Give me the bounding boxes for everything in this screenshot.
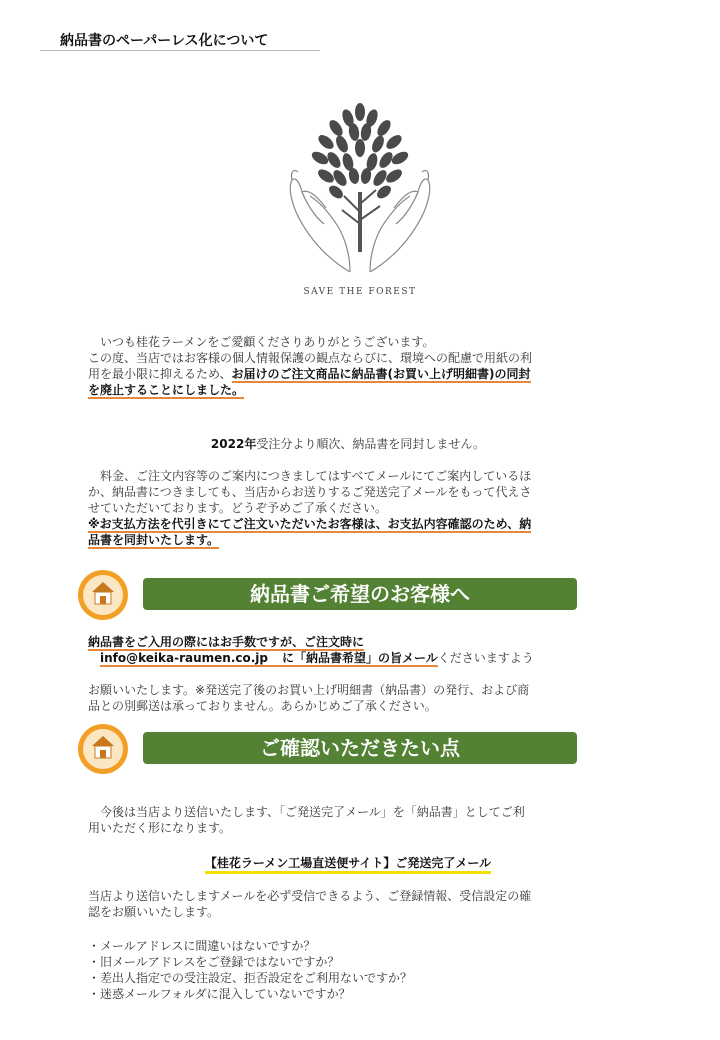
notice-text: 受注分より順次、納品書を同封しません。 [256,437,486,451]
confirm-paragraph-2 [88,888,608,920]
intro-emphasis: を廃止することにしました。 [88,383,245,397]
notice-year: 2022年 [210,437,257,451]
confirm-line: 用いただく形になります。 [88,821,232,835]
request-emphasis: に「納品書希望」の旨メール [282,651,438,665]
request-line [88,650,608,666]
tree-in-hands-icon [270,92,450,302]
intro-emphasis: お届けのご注文商品に納品書(お買い上げ明細書)の同封 [231,367,531,381]
confirm-line: 今後は当店より送信いたします、「ご発送完了メール」を「納品書」としてご利 [100,805,525,819]
shop-badge-icon [78,724,128,774]
banner-please-confirm: ご確認いただきたい点 [143,732,577,764]
title-divider [40,50,320,51]
banner-invoice-request: 納品書ご希望のお客様へ [143,578,577,610]
intro-text: 用を最小限に抑えるため、 [88,367,232,381]
request-line: 品との別郵送は承っておりません。あらかじめご了承ください。 [88,699,437,713]
intro-line: いつも桂花ラーメンをご愛顧くださりありがとうございます。 [100,335,435,349]
fees-line: か、納品書につきましても、当店からお送りするご発送完了メールをもって代えさ [88,485,532,499]
fees-emphasis: ※お支払方法を代引きにてご注文いただいたお客様は、お支払内容確認のため、納 [88,517,532,531]
intro-line [88,382,608,398]
confirm-paragraph [88,804,608,836]
notice-line [88,436,608,452]
confirm-line: 当店より送信いたしますメールを必ず受信できるよう、ご登録情報、受信設定の確 [88,889,532,903]
request-line: お願いいたします。※発送完了後のお買い上げ明細書（納品書）の発行、および商 [88,683,530,697]
checklist [88,938,608,1002]
shop-badge-icon [78,570,128,620]
email-address[interactable]: info@keika-raumen.co.jp [100,651,269,665]
shop-badge-icon [78,570,128,620]
intro-line: この度、当店ではお客様の個人情報保護の観点ならびに、環境への配慮で用紙の利 [88,351,533,365]
confirm-highlight [88,855,608,871]
fees-line [88,532,608,548]
request-paragraph [88,634,608,714]
checklist-item: ・旧メールアドレスをご登録ではないですか？ [88,955,340,969]
fees-emphasis: 品書を同封いたします。 [88,533,220,547]
checklist-item: ・メールアドレスに間違いはないですか？ [88,939,316,953]
checklist-item: ・差出人指定での受注設定、拒否設定をご利用ないですか？ [88,971,413,985]
fees-line: 料金、ご注文内容等のご案内につきましてはすべてメールにてご案内しているほ [100,469,532,483]
fees-paragraph [88,468,608,548]
intro-line [88,366,608,382]
confirm-line: 認をお願いいたします。 [88,905,220,919]
fees-line [88,516,608,532]
checklist-item: ・迷惑メールフォルダに混入していないですか？ [88,987,351,1001]
request-line [88,634,608,650]
shop-badge-icon [78,724,128,774]
page-title: 納品書のペーパーレス化について [60,33,269,49]
highlight-text: 【桂花ラーメン工場直送便サイト】ご発送完了メール [205,856,491,874]
request-text: くださいますよう [437,651,534,665]
intro-paragraph [88,334,608,398]
fees-line: せていただいております。どうぞ予めご了承ください。 [88,501,388,515]
request-emphasis: 納品書をご入用の際にはお手数ですが、ご注文時に [88,635,365,649]
logo-caption: SAVE THE FOREST [303,287,417,297]
